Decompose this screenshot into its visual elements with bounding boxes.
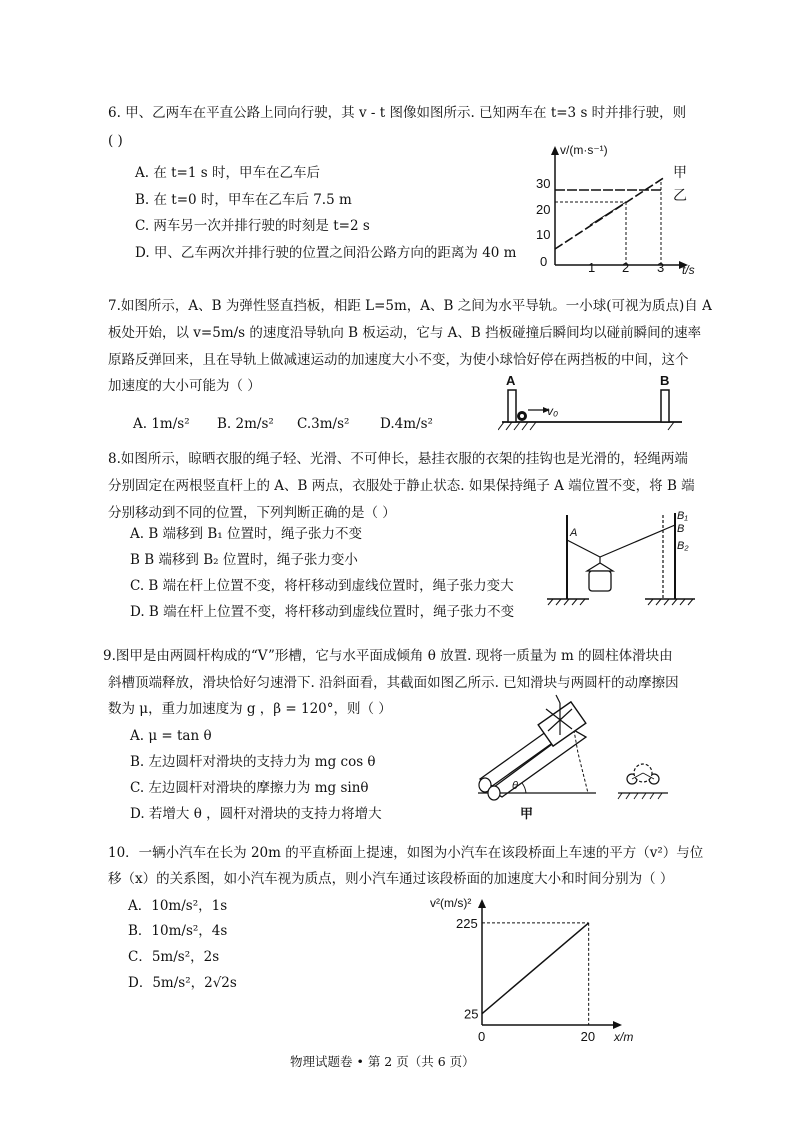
q10-y-axis-arrow [478,899,486,908]
q6-ytick-10: 10 [536,227,551,242]
q8-figure [545,505,705,610]
q6-option-b: B. 在 t=0 时，甲车在乙车后 7.5 m [135,192,352,208]
q6-ytick-30: 30 [536,176,551,191]
q10-ytick-225: 225 [456,915,478,931]
q7-label-v0: v₀ [547,404,559,418]
q7-stem-line2: 板处开始，以 v=5m/s 的速度沿导轨向 B 板运动，它与 A、B 挡板碰撞后瞬间均以碰前瞬间的速率 [108,325,702,341]
q7-label-b: B [660,373,670,388]
q6-v-axis-arrow [551,146,559,155]
q6-legend-jia: 甲 [673,164,687,180]
q10-xlabel: x/m [614,1030,634,1044]
q6-option-d: D. 甲、乙车两次并排行驶的位置之间沿公路方向的距离为 40 m [135,245,517,261]
q7-option-a: A. 1m/s² [133,416,190,432]
q7-stem-line3: 原路反弹回来，且在导轨上做减速运动的加速度大小不变，为使小球恰好停在两挡板的中间，这个 [108,352,689,368]
q9-stem-line1: 9.图甲是由两圆杆构成的“V”形槽，它与水平面成倾角 θ 放置. 现将一质量为 m 的圆柱体滑块由 [103,648,673,664]
q8-hanger [587,557,613,571]
q6-stem-line2: ( ) [108,133,123,149]
q10-option-b: B．10m/s²，4s [128,923,228,939]
q7-option-b: B. 2m/s² [217,416,274,432]
q7-plate-a [508,390,516,422]
q7-stem-line4: 加速度的大小可能为（ ） [108,378,261,394]
q9-label-theta: θ [512,780,518,792]
q7-plate-b [661,390,669,422]
q10-option-a: A．10m/s²，1s [128,898,228,914]
q6-aux-line [590,202,626,225]
q9-stem-line2: 斜槽顶端释放，滑块恰好匀速滑下. 沿斜面看，其截面如图乙所示. 已知滑块与两圆杆的动摩擦因 [108,675,679,691]
q10-option-d: D．5m/s²，2√2s [128,975,237,991]
q8-label-b1: B₁ [677,510,688,522]
q10-series-line [482,923,589,1014]
q6-vt-graph [530,140,705,280]
q10-stem-line1: 10．一辆小汽车在长为 20m 的平直桥面上提速，如图为小汽车在该段桥面上车速的平方（v²）与位 [108,845,704,861]
q9-option-b: B. 左边圆杆对滑块的支持力为 mg cos θ [130,754,376,770]
q9-option-c: C. 左边圆杆对滑块的摩擦力为 mg sinθ [130,780,369,796]
q9-option-d: D. 若增大 θ ，圆杆对滑块的支持力将增大 [130,806,382,822]
q9-slider [538,702,586,746]
q10-v2x-chart [430,895,640,1045]
q7-ground-hatch [498,422,674,430]
q7-stem-line1: 7.如图所示，A、B 为弹性竖直挡板，相距 L=5m，A、B 之间为水平导轨。一小球(可视为质点)自 A [108,298,712,314]
page-footer: 物理试题卷 • 第 2 页（共 6 页） [290,1054,475,1069]
q10-x-axis-arrow [613,1021,622,1029]
q6-origin: 0 [540,254,548,269]
q6-ylabel: v/(m·s⁻¹) [560,143,608,157]
q6-xtick-1: 1 [588,260,596,275]
q6-xtick-3: 3 [657,260,665,275]
q8-rope-right [600,525,675,557]
q6-ytick-20: 20 [536,202,551,217]
q10-option-c: C．5m/s²，2s [128,949,220,965]
q8-label-b2: B₂ [677,540,689,552]
q7-figure [498,370,688,435]
q7-label-a: A [506,373,516,388]
q8-stem-line2: 分别固定在两根竖直杆上的 A、B 两点，衣服处于静止状态. 如果保持绳子 A 端位置不变，将 B 端 [108,478,695,494]
q8-label-a: A [570,527,578,539]
q6-legend-yi: 乙 [673,187,687,203]
q6-line-jia [555,177,665,249]
q6-stem-line1: 6. 甲、乙两车在平直公路上同向行驶，其 v - t 图像如图所示. 已知两车在 t=3 s 时并排行驶，则 [108,105,687,121]
q8-label-b: B [677,523,685,535]
q9-support-dashed [573,725,588,793]
q10-ylabel: v²(m/s)² [430,896,472,910]
q8-rope-left [567,540,600,557]
q9-figure [468,693,688,823]
q7-option-d: D.4m/s² [380,416,433,432]
q6-xtick-2: 2 [622,260,630,275]
q8-option-a: A. B 端移到 B₁ 位置时，绳子张力不变 [130,526,362,542]
q9-stem-line3: 数为 μ，重力加速度为 g ，β = 120°，则（ ） [108,701,392,717]
q6-option-c: C. 两车另一次并排行驶的时刻是 t=2 s [135,218,370,234]
q10-xtick-0: 0 [478,1029,486,1044]
q8-option-d: D. B 端在杆上位置不变，将杆移动到虚线位置时，绳子张力不变 [130,604,515,620]
q10-stem-line2: 移（x）的关系图，如小汽车视为质点，则小汽车通过该段桥面的加速度大小和时间分别为（ ） [108,871,674,887]
q9-option-a: A. μ = tan θ [130,728,212,744]
q10-ytick-25: 25 [464,1006,479,1022]
q9-caption-jia: 甲 [520,806,534,821]
q8-stem-line3: 分别移动到不同的位置，下列判断正确的是（ ） [108,505,396,521]
q7-option-c: C.3m/s² [297,416,350,432]
q6-option-a: A. 在 t=1 s 时，甲车在乙车后 [135,165,320,181]
q8-stem-line1: 8.如图所示，晾晒衣服的绳子轻、光滑、不可伸长，悬挂衣服的衣架的挂钩也是光滑的，轻绳两端 [108,451,688,467]
q8-option-b: B B 端移到 B₂ 位置时，绳子张力变小 [130,552,358,568]
q6-xlabel: t/s [682,263,695,277]
q8-clothes [589,571,611,591]
q10-xtick-20: 20 [580,1029,596,1044]
q8-option-c: C. B 端在杆上位置不变，将杆移动到虚线位置时，绳子张力变大 [130,578,514,594]
